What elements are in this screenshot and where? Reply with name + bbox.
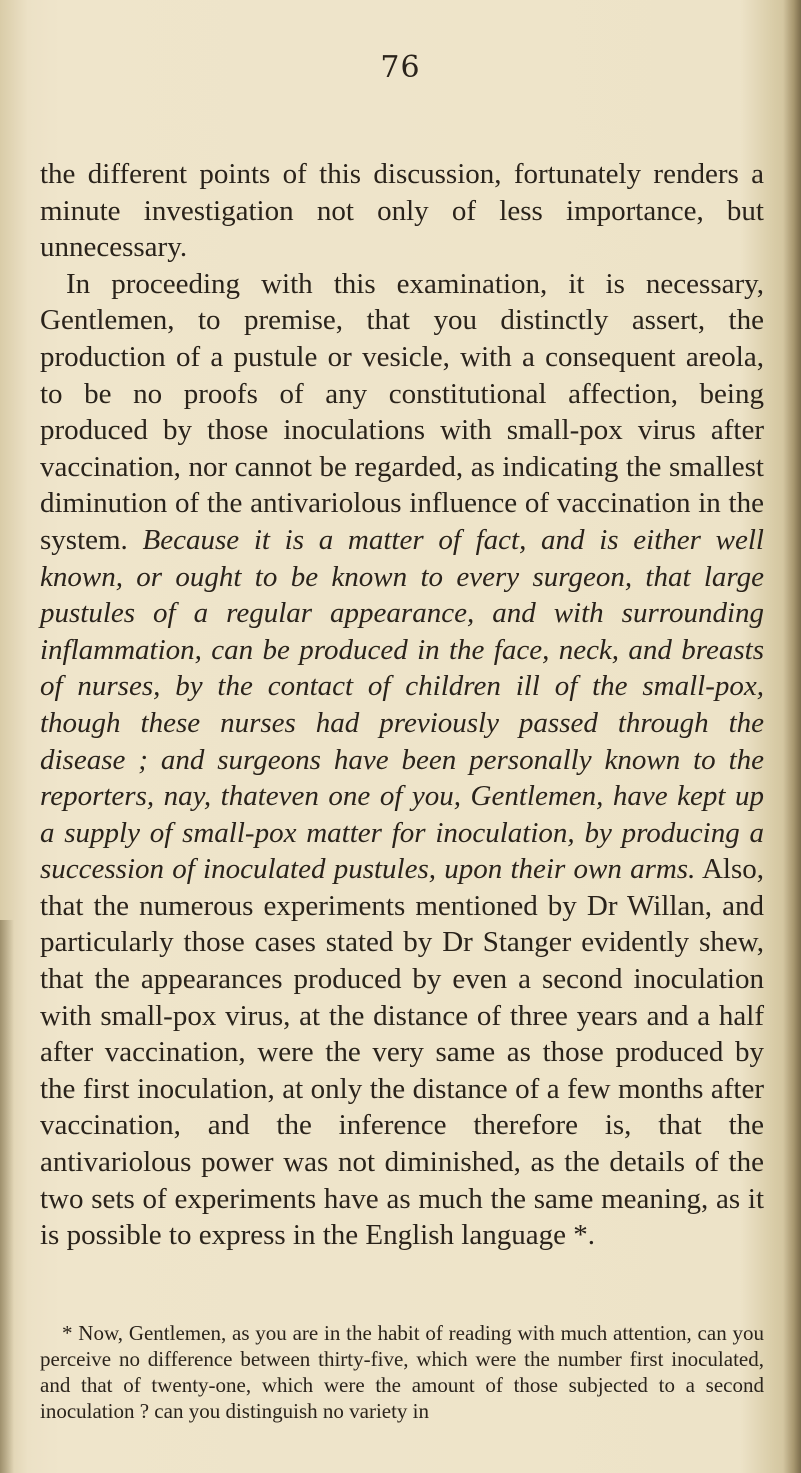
paragraph-main-italic: Because it is a matter of fact, and is either well known, or ought to be known to every surgeon, that large pustules of a regular appearance, and with surrounding inflammation, can be produced in the face, neck, and breasts of nurses, by the contact of children ill of the small-pox, though these nurses had previously passed through the disease ; and surgeons have been personally known to the reporters, nay, thateven one of you, Gentlemen, have kept up a supply of small-pox matter for inoculation, by producing a succession of inoculated pustules, upon their own arms.: [40, 523, 764, 886]
page-number: 76: [380, 50, 421, 85]
page-edge-shadow: [783, 0, 801, 1473]
paragraph-continuation: the different points of this discussion, fortunately renders a minute investigation not only of less importance, but unnecessary.: [40, 158, 764, 264]
page-gutter-shadow: [0, 920, 14, 1473]
paragraph-main-start: In proceeding with this examination, it is necessary, Gentlemen, to premise, that you distinctly assert, the production of a pustule or vesicle, with a consequent areola, to be no proofs of any constitutional affection, being produced by those inoculations with small-pox virus after vaccination, nor cannot be regarded, as indicating the smallest diminution of the antivariolous influence of vaccination in the system.: [40, 267, 764, 556]
body-text: [40, 156, 764, 1254]
footnote: [40, 1320, 764, 1424]
paragraph-main-end: Also, that the numerous experiments mentioned by Dr Willan, and particularly those cases stated by Dr Stanger evidently shew, that the appearances produced by even a second inoculation with small-pox virus, at the distance of three years and a half after vaccination, were the very same as those produced by the first inoculation, at only the distance of a few months after vaccination, and the inference therefore is, that the antivariolous power was not diminished, as the details of the two sets of experiments have as much the same meaning, as it is possible to express in the English language *.: [40, 853, 764, 1252]
footnote-text: * Now, Gentlemen, as you are in the habit of reading with much attention, can you perceive no difference between thirty-five, which were the number first inoculated, and that of twenty-one, which were the amount of those subjected to a second inoculation ? can you distinguish no variety in: [40, 1321, 764, 1423]
paragraph-main: [40, 266, 764, 1254]
